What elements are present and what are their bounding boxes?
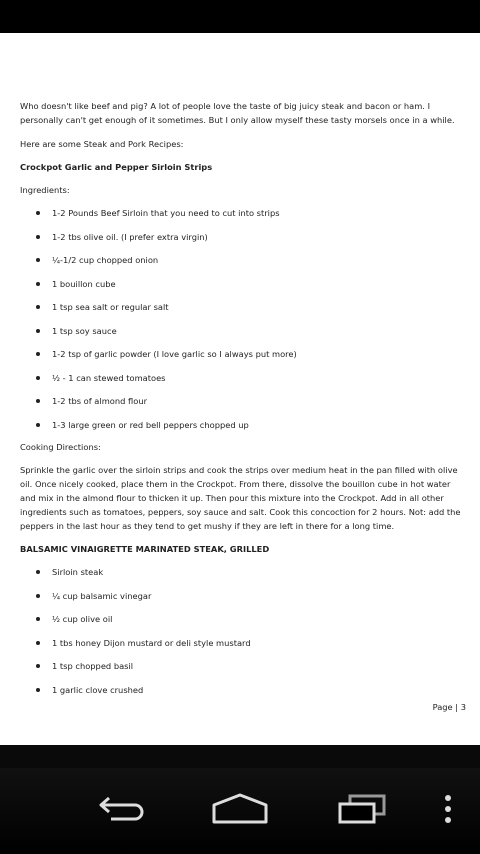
page-number: Page | 3 xyxy=(432,702,466,712)
list-item: 1-2 tbs of almond flour xyxy=(20,394,460,418)
home-button[interactable] xyxy=(205,784,275,834)
list-item: ½ - 1 can stewed tomatoes xyxy=(20,371,460,395)
list-item: 1-2 tsp of garlic powder (I love garlic so I always put more) xyxy=(20,347,460,371)
overflow-menu-button[interactable] xyxy=(418,784,478,834)
directions-paragraph: Sprinkle the garlic over the sirloin strips and cook the strips over medium heat in the pan filled with olive oil. Once nicely cooked, place them in the Crockpot. From there, dissolve the bouillon cube in hot water and mix in the almond flour to thicken it up. Then pour this mixture into the Crockpot. Add in all other ingredients such as tomatoes, peppers, soy sauce and salt. Cook this concoction for 2 hours. Not: add the peppers in the last hour as they tend to get mushy if they are left in there for a long time. xyxy=(20,465,461,531)
list-item: 1-3 large green or red bell peppers chopped up xyxy=(20,418,460,442)
list-item: ½ cup olive oil xyxy=(20,612,460,636)
recipe2-title: BALSAMIC VINAIGRETTE MARINATED STEAK, GRILLED xyxy=(20,544,270,554)
recipe2-ingredients-list xyxy=(20,565,460,706)
ingredients-label: Ingredients: xyxy=(20,185,70,195)
list-item: 1-2 Pounds Beef Sirloin that you need to cut into strips xyxy=(20,206,460,230)
back-button[interactable] xyxy=(84,784,154,834)
list-item: 1 garlic clove crushed xyxy=(20,683,460,707)
recent-apps-icon xyxy=(334,793,390,825)
divider xyxy=(0,745,480,768)
back-icon xyxy=(91,794,147,824)
intro-paragraph: Who doesn't like beef and pig? A lot of people love the taste of big juicy steak and bacon or ham. I personally can't get enough of it sometimes. But I only allow myself these tasty morsels once in a while. xyxy=(20,101,455,125)
home-icon xyxy=(210,793,270,825)
list-item: 1-2 tbs olive oil. (I prefer extra virgin) xyxy=(20,230,460,254)
recipe1-ingredients-list xyxy=(20,206,460,441)
list-item: Sirloin steak xyxy=(20,565,460,589)
recipe1-title: Crockpot Garlic and Pepper Sirloin Strips xyxy=(20,162,213,172)
list-item: 1 tsp chopped basil xyxy=(20,659,460,683)
status-bar xyxy=(0,0,480,33)
list-item: 1 tbs honey Dijon mustard or deli style mustard xyxy=(20,636,460,660)
list-item: 1 bouillon cube xyxy=(20,277,460,301)
list-item: 1 tsp soy sauce xyxy=(20,324,460,348)
recent-apps-button[interactable] xyxy=(327,784,397,834)
document-page[interactable] xyxy=(0,33,480,745)
list-item: ¼ cup balsamic vinegar xyxy=(20,589,460,613)
navigation-bar xyxy=(0,768,480,854)
lead-text: Here are some Steak and Pork Recipes: xyxy=(20,139,184,149)
directions-label: Cooking Directions: xyxy=(20,442,101,452)
list-item: 1 tsp sea salt or regular salt xyxy=(20,300,460,324)
overflow-menu-icon xyxy=(443,794,453,824)
list-item: ¼-1/2 cup chopped onion xyxy=(20,253,460,277)
